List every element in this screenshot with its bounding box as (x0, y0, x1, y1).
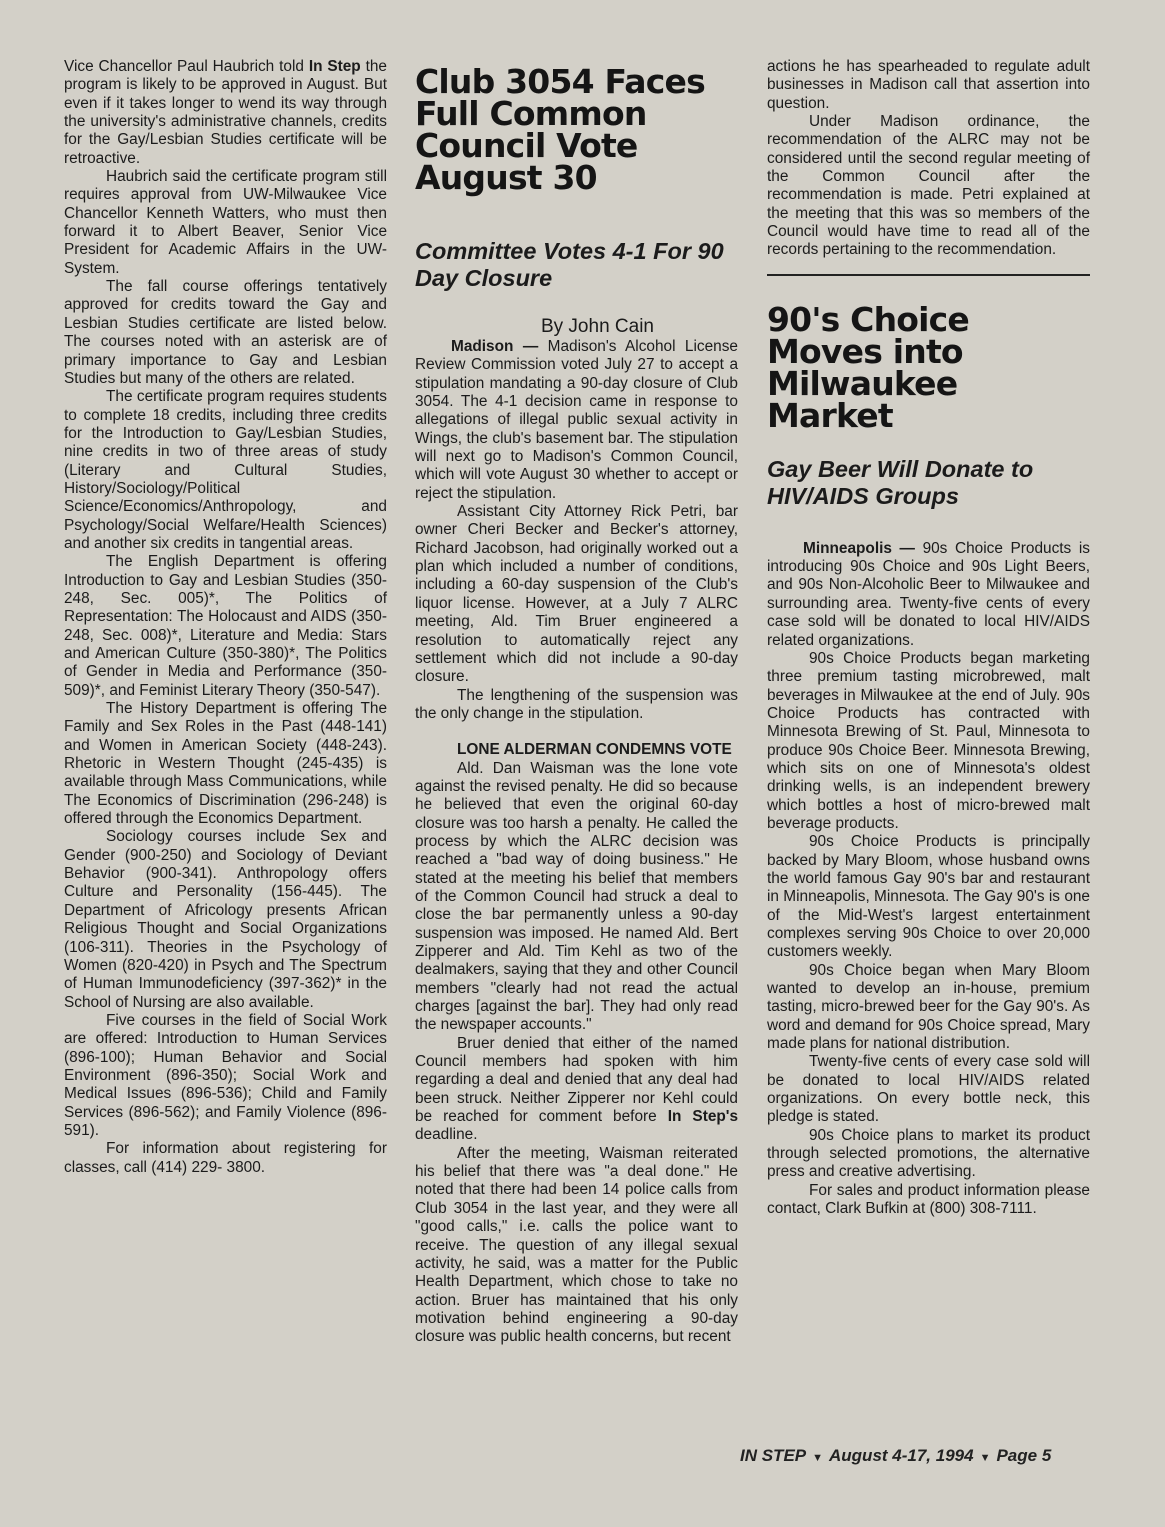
paragraph (415, 338, 738, 503)
paragraph: Twenty-five cents of every case sold will be donated to local HIV/AIDS related organizations. On every bottle neck, this pledge is stated. (767, 1053, 1090, 1126)
paragraph: Under Madison ordinance, the recommendation of the ALRC may not be considered until the second regular meeting of the Common Council after the recommendation is made. Petri explained at the meeting that this was so members of the Council would have time to read all of the records pertaining to the recommendation. (767, 113, 1090, 259)
paragraph (767, 540, 1090, 650)
article-headline: Club 3054 Faces Full Common Council Vote August 30 (415, 62, 705, 197)
page-number: Page 5 (996, 1446, 1052, 1465)
page-footer (740, 1446, 1051, 1466)
paragraph: After the meeting, Waisman reiterated his belief that there was "a deal done." He noted that there had been 14 police calls from Club 3054 in the last year, and they were all "good calls," i.e. calls the police want to receive. The question of any illegal sexual activity, he said, was a matter for the Public Health Department, which chose to take no action. Bruer has maintained that his only motivation behind engineering a 90-day closure was public health concerns, but recent (415, 1144, 738, 1346)
paragraph: Sociology courses include Sex and Gender (900-250) and Sociology of Deviant Behavior (900-341). Anthropology offers Culture and Personality (156-445). The Department of Africology presents African Religious Thought and Social Organizations (106-311). Theories in the Psychology of Women (820-420) in Psych and The Spectrum of Human Immunodeficiency (397-362)* in the School of Nursing are also available. (64, 828, 387, 1011)
issue-date: August 4-17, 1994 (829, 1446, 974, 1465)
publication-name: In Step (308, 58, 361, 75)
byline: By John Cain (540, 316, 654, 337)
paragraph: The certificate program requires students to complete 18 credits, including three credits for the Introduction to Gay/Lesbian Studies, nine credits in two of three areas of study (Literary and Cultural Studies, History/Sociology/Political Science/Economics/Anthropology, and Psychology/Social Welfare/Health Sciences) and another six credits in tangential areas. (64, 388, 387, 552)
paragraph: Five courses in the field of Social Work are offered: Introduction to Human Services (896-100); Human Behavior and Social Environment (896-350); Social Work and Medical Issues (896-536); Child and Family Services (896-562); and Family Violence (896-591). (64, 1011, 387, 1139)
publication-title: IN STEP (740, 1446, 807, 1465)
article-subhead: Committee Votes 4-1 For 90 Day Closure (415, 238, 724, 291)
article-subhead: Gay Beer Will Donate to HIV/AIDS Groups (767, 455, 1034, 509)
separator-triangle-icon: ▼ (979, 1452, 991, 1464)
paragraph: Haubrich said the certificate program still requires approval from UW-Milwaukee Vice Chancellor Kenneth Watters, who must then forward it to Albert Beaver, Senior Vice President for Academic Affairs in the UW-System. (64, 168, 387, 277)
paragraph: Ald. Dan Waisman was the lone vote against the revised penalty. He did so because he believed that even the original 60-day closure was too harsh a penalty. He called the process by which the ALRC decision was reached a "bad way of doing business." He stated at the meeting his belief that members of the Common Council had struck a deal to close the bar permanently unless a 90-day suspension was imposed. He named Ald. Bert Zipperer and Ald. Tim Kehl as two of the dealmakers, saying that they and other Council members "clearly had not read the actual charges [against the bar]. They had only read the newspaper accounts." (415, 759, 738, 1034)
publication-name: In Step's (667, 1108, 739, 1126)
text-run: the program is likely to be approved in August. But even if it takes longer to wend its way through the university's administrative channels, credits for the Gay/Lesbian Studies certificate will be retroactive. (64, 58, 387, 167)
text-run: Bruer denied that either of the named Council members had spoken with him regarding a deal and denied that any deal had been struck. Neither Zipperer nor Kehl could be reached for comment before (415, 1034, 738, 1126)
dateline: Madison (451, 338, 514, 355)
paragraph: For sales and product information please contact, Clark Bufkin at (800) 308-7111. (767, 1181, 1090, 1218)
column-2 (415, 58, 738, 1347)
column-3 (767, 58, 1090, 1219)
text-run: Madison's Alcohol License Review Commission voted July 27 to accept a stipulation mandating a 90-day closure of Club 3054. The 4-1 decision came in response to allegations of illegal public sexual activity in Wings, the club's basement bar. The stipulation will next go to Madison's Common Council, which will vote August 30 whether to accept or reject the stipulation. (415, 338, 738, 502)
article-headline: 90's Choice Moves into Milwaukee Market (767, 299, 969, 435)
paragraph: 90s Choice began when Mary Bloom wanted to develop an in-house, premium tasting, micro-brewed beer for the Gay 90's. As word and demand for 90s Choice spread, Mary made plans for national distribution. (767, 961, 1090, 1053)
paragraph: actions he has spearheaded to regulate adult businesses in Madison call that assertion into question. (767, 58, 1090, 112)
paragraph: 90s Choice Products is principally backed by Mary Bloom, whose husband owns the world famous Gay 90's bar and restaurant in Minneapolis, Minnesota. The Gay 90's is one of the Mid-West's largest entertainment complexes serving 90s Choice to over 20,000 customers weekly. (767, 833, 1090, 961)
dateline: Minneapolis (803, 539, 892, 557)
paragraph: The lengthening of the suspension was the only change in the stipulation. (415, 686, 738, 722)
dash: — (513, 338, 548, 355)
paragraph: For information about registering for classes, call (414) 229- 3800. (64, 1140, 387, 1176)
paragraph: The fall course offerings tentatively approved for credits toward the Gay and Lesbian Studies certificate are listed below. The courses noted with an asterisk are of primary importance to Gay and Lesbian Studies but many of the others are related. (64, 278, 387, 387)
column-1 (64, 58, 387, 1177)
paragraph: 90s Choice Products began marketing three premium tasting microbrewed, malt beverages in Milwaukee at the end of July. 90s Choice Products has contracted with Minnesota Brewing of St. Paul, Minnesota to produce 90s Choice Beer. Minnesota Brewing, which sits on one of Minnesota's oldest drinking wells, is an independent brewery which bottles a host of micro-brewed malt beverage products. (767, 649, 1090, 832)
text-run: Vice Chancellor Paul Haubrich told (64, 58, 309, 75)
text-run: 90s Choice Products is introducing 90s Choice and 90s Light Beers, and 90s Non-Alcoholic Beer to Milwaukee and surrounding area. Twenty-five cents of every case sold will be donated to local HIV/AIDS related organizations. (767, 539, 1090, 649)
paragraph: The History Department is offering The Family and Sex Roles in the Past (448-141) and Women in American Society (448-243). Rhetoric in Western Thought (245-435) is available through Mass Communications, while The Economics of Discrimination (296-248) is offered through the Economics Department. (64, 700, 387, 828)
dash: — (891, 539, 923, 557)
paragraph: 90s Choice plans to market its product through selected promotions, the alternative press and creative advertising. (767, 1126, 1090, 1181)
paragraph (64, 58, 387, 168)
paragraph: The English Department is offering Introduction to Gay and Lesbian Studies (350-248, Sec. 005)*, The Politics of Representation: The Holocaust and AIDS (350-248, Sec. 008)*, Literature and Media: Stars and American Culture (350-380)*, The Politics of Gender in Media and Performance (350-509)*, and Feminist Literary Theory (350-547). (64, 553, 387, 699)
text-run: deadline. (415, 1126, 478, 1144)
section-heading: LONE ALDERMAN CONDEMNS VOTE (457, 741, 732, 759)
separator-triangle-icon: ▼ (812, 1452, 824, 1464)
paragraph (415, 1035, 738, 1145)
paragraph: Assistant City Attorney Rick Petri, bar owner Cheri Becker and Becker's attorney, Richard Jacobson, had originally worked out a plan which included a number of conditions, including a 60-day suspension of the Club's liquor license. However, at a July 7 ALRC meeting, Ald. Tim Bruer engineered a resolution to automatically reject any settlement which did not include a 90-day closure. (415, 503, 738, 686)
